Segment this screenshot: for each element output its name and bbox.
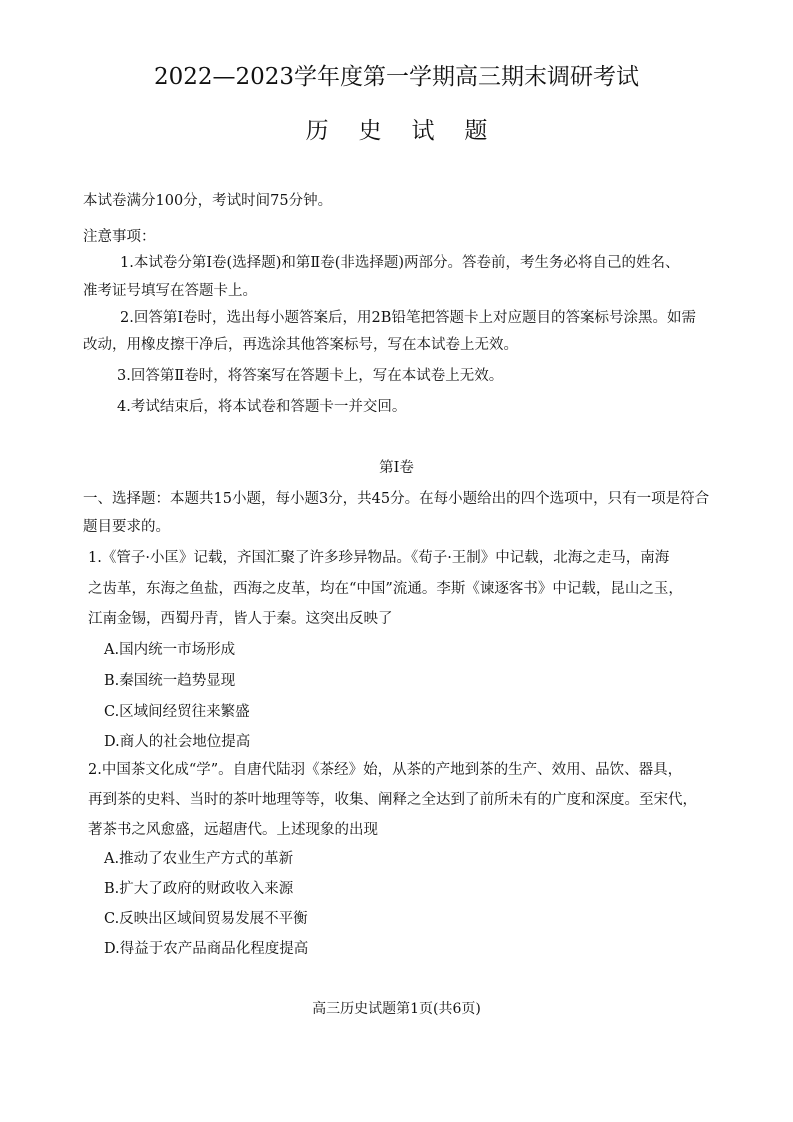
question-2-option-d: D.得益于农产品商品化程度提高 bbox=[104, 941, 309, 957]
question-1-option-c: C.区域间经贸往来繁盛 bbox=[104, 704, 250, 720]
question-2-option-b: B.扩大了政府的财政收入来源 bbox=[104, 881, 294, 897]
question-1-stem-line-2: 之齿革，东海之鱼盐，西海之皮革，均在“中国”流通。李斯《谏逐客书》中记载，昆山之玉， bbox=[88, 581, 683, 597]
question-1-option-b: B.秦国统一趋势显现 bbox=[104, 673, 236, 689]
notice-item-2-line-2: 改动，用橡皮擦干净后，再选涂其他答案标号，写在本试卷上无效。 bbox=[83, 337, 518, 353]
section-instructions-line-1: 一、选择题：本题共15小题，每小题3分，共45分。在每小题给出的四个选项中，只有一项是符合 bbox=[83, 491, 710, 507]
notice-item-1-line-2: 准考证号填写在答题卡上。 bbox=[83, 283, 257, 299]
question-2-option-a: A.推动了农业生产方式的革新 bbox=[104, 851, 294, 867]
page-footer: 高三历史试题第1页(共6页) bbox=[312, 1001, 481, 1017]
notice-heading: 注意事项： bbox=[83, 229, 156, 245]
exam-title: 2022—2023学年度第一学期高三期末调研考试 bbox=[153, 64, 640, 90]
question-2-option-c: C.反映出区域间贸易发展不平衡 bbox=[104, 911, 308, 927]
section-instructions-line-2: 题目要求的。 bbox=[83, 519, 170, 535]
question-1-option-d: D.商人的社会地位提高 bbox=[104, 734, 251, 750]
section-title: 第Ⅰ卷 bbox=[379, 460, 414, 476]
intro-text: 本试卷满分100分，考试时间75分钟。 bbox=[83, 193, 333, 209]
notice-item-4: 4.考试结束后，将本试卷和答题卡一并交回。 bbox=[117, 399, 407, 415]
question-2-stem-line-2: 再到茶的史料、当时的茶叶地理等等，收集、阐释之全达到了前所未有的广度和深度。至宋代， bbox=[88, 792, 697, 808]
notice-item-3: 3.回答第Ⅱ卷时，将答案写在答题卡上，写在本试卷上无效。 bbox=[117, 368, 504, 384]
question-1-stem-line-1: 1.《管子·小匡》记载，齐国汇聚了许多珍异物品。《荀子·王制》中记载，北海之走马，南海 bbox=[88, 550, 670, 566]
subject-title: 历史试题 bbox=[305, 118, 518, 144]
notice-item-1-line-1: 1.本试卷分第Ⅰ卷(选择题)和第Ⅱ卷(非选择题)两部分。答卷前，考生务必将自己的姓名、 bbox=[120, 255, 680, 271]
question-2-stem-line-1: 2.中国茶文化成“学”。自唐代陆羽《茶经》始，从茶的产地到茶的生产、效用、品饮、器具， bbox=[88, 762, 683, 778]
question-1-option-a: A.国内统一市场形成 bbox=[104, 642, 236, 658]
notice-item-2-line-1: 2.回答第Ⅰ卷时，选出每小题答案后，用2B铅笔把答题卡上对应题目的答案标号涂黑。如需 bbox=[120, 310, 696, 326]
question-1-stem-line-3: 江南金锡，西蜀丹青，皆人于秦。这突出反映了 bbox=[88, 611, 393, 627]
question-2-stem-line-3: 著茶书之风愈盛，远超唐代。上述现象的出现 bbox=[88, 822, 378, 838]
